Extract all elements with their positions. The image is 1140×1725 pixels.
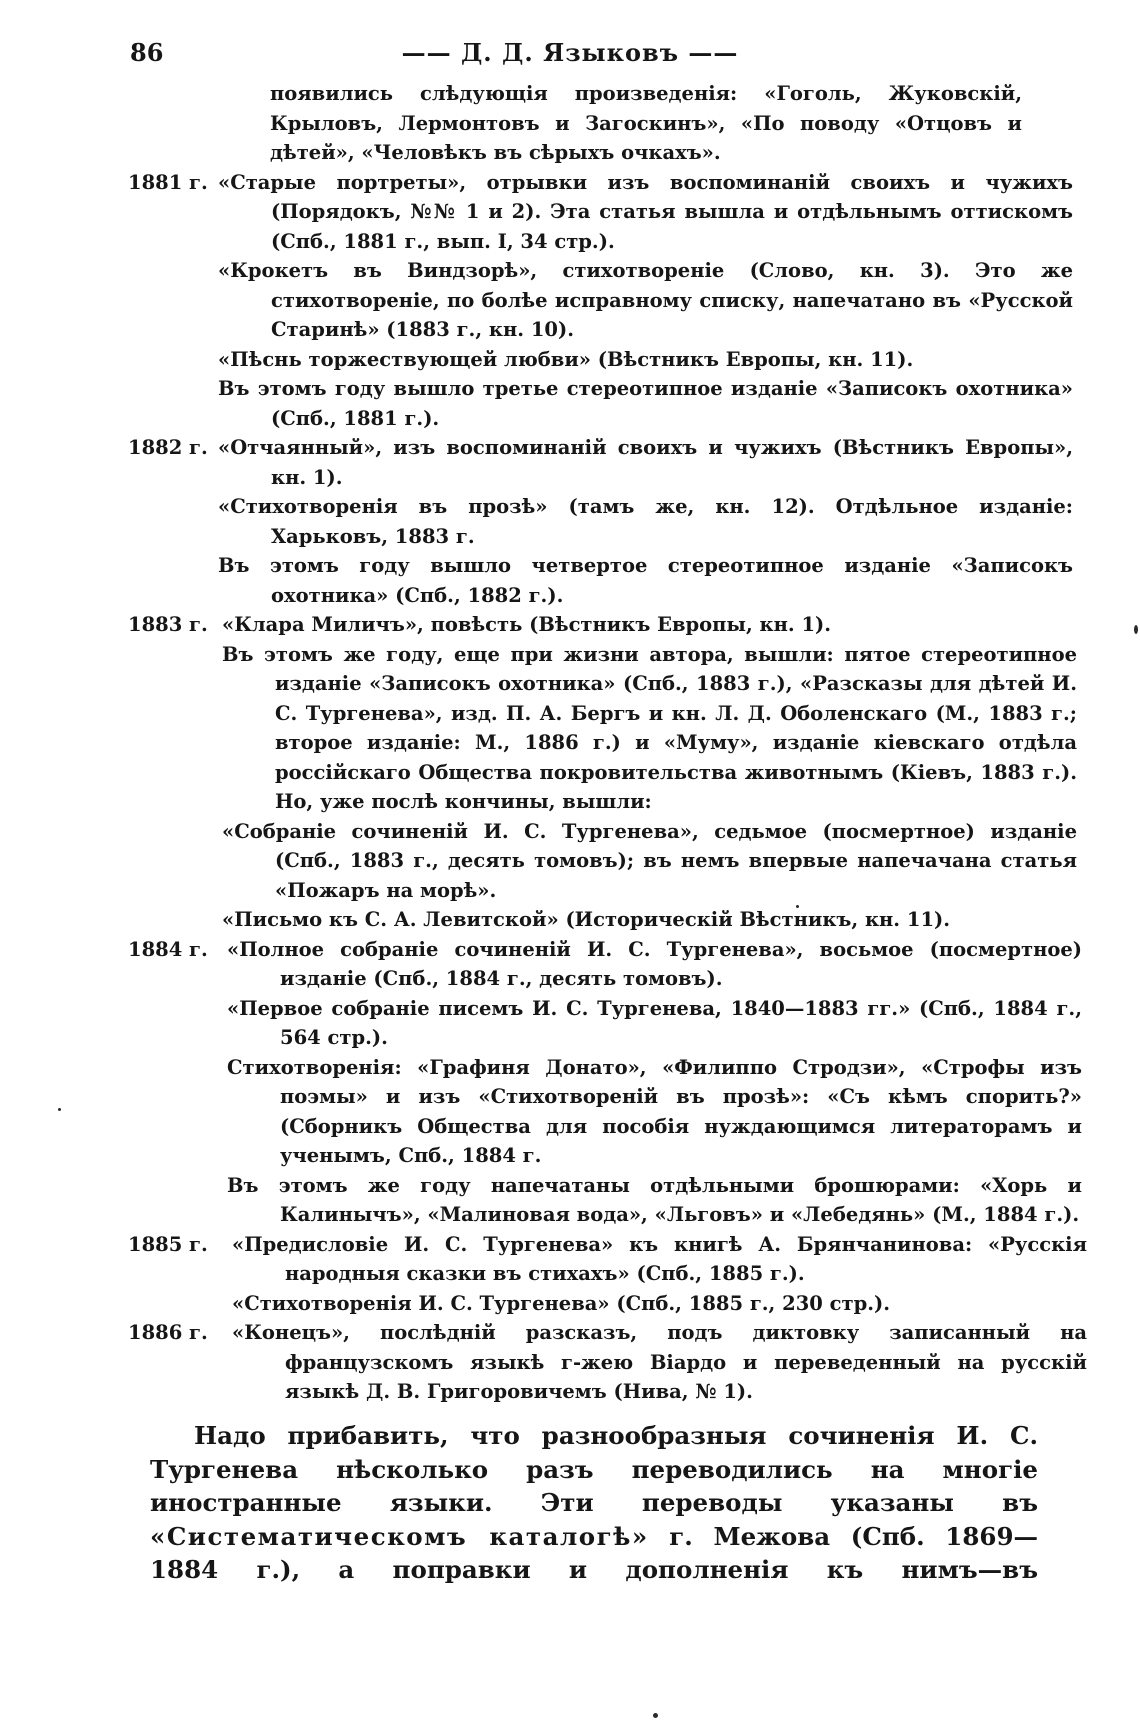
list-item <box>0 1230 1140 1289</box>
list-item <box>0 1318 1140 1407</box>
running-head: —— Д. Д. Языковъ —— <box>401 38 739 67</box>
list-item <box>0 905 1140 935</box>
list-item <box>0 935 1140 994</box>
list-item <box>0 817 1140 906</box>
list-item <box>0 374 1140 433</box>
list-item <box>0 433 1140 492</box>
entry-year: 1883 г. <box>128 613 208 636</box>
list-item <box>0 1289 1140 1319</box>
list-item <box>0 79 1140 168</box>
entry-text: «Собраніе сочиненій И. С. Тургенева», седьмое (посмертное) изданіе (Спб., 1883 г., десять томовъ); въ немъ впервые напечачана статья «Пожаръ на морѣ». <box>222 819 1077 902</box>
page-header <box>0 38 1140 72</box>
scan-speck <box>653 1713 658 1718</box>
entry-year: 1882 г. <box>128 436 208 459</box>
entry-text: «Письмо къ С. А. Левитской» (Историческій Вѣстникъ, кн. 11). <box>222 908 951 931</box>
closing-text-part2: г. Межова (Спб. 1869—1884 г.), а поправки и дополненія къ нимъ—въ <box>150 1521 1038 1584</box>
page-number: 86 <box>130 38 164 67</box>
entry-text: Стихотворенія: «Графиня Донато», «Филиппо Стродзи», «Строфы изъ поэмы» и изъ «Стихотвореній въ прозѣ»: «Съ кѣмъ спорить?» (Сборникъ Общества для пособія нуждающимся литераторамъ и ученымъ, Спб., 1884 г. <box>227 1055 1082 1167</box>
scan-speck <box>1134 625 1138 634</box>
entry-year: 1881 г. <box>128 170 208 194</box>
entry-text: Въ этомъ же году напечатаны отдѣльными брошюрами: «Хорь и Калинычъ», «Малиновая вода», «Льговъ» и «Лебедянь» (М., 1884 г.). <box>227 1173 1082 1226</box>
list-item <box>0 345 1140 375</box>
entry-text: «Первое собраніе писемъ И. С. Тургенева, 1840—1883 гг.» (Спб., 1884 г., 564 стр.). <box>227 996 1082 1049</box>
list-item <box>0 168 1140 257</box>
list-item <box>0 1053 1140 1171</box>
entry-text: «Полное собраніе сочиненій И. С. Тургенева», восьмое (посмертное) изданіе (Спб., 1884 г., десять томовъ). <box>227 937 1082 990</box>
list-item <box>0 1171 1140 1230</box>
list-item <box>0 610 1140 640</box>
scan-speck <box>58 1108 61 1111</box>
list-item <box>0 994 1140 1053</box>
scan-speck <box>796 905 799 908</box>
closing-paragraph <box>150 1419 1038 1587</box>
entry-text: появились слѣдующія произведенія: «Гоголь, Жуковскій, Крыловъ, Лермонтовъ и Загоскинъ», «По поводу «Отцовъ и дѣтей», «Человѣкъ въ сѣрыхъ очкахъ». <box>270 82 1022 164</box>
entry-text: «Предисловіе И. С. Тургенева» къ книгѣ А. Брянчанинова: «Русскія народныя сказки въ стихахъ» (Спб., 1885 г.). <box>232 1232 1087 1285</box>
entry-year: 1884 г. <box>128 937 208 961</box>
entry-text: «Старые портреты», отрывки изъ воспоминаній своихъ и чужихъ (Порядокъ, №№ 1 и 2). Эта статья вышла и отдѣльнымъ оттискомъ (Спб., 1881 г., вып. I, 34 стр.). <box>218 170 1073 253</box>
entry-year: 1885 г. <box>128 1232 208 1256</box>
entry-text: «Стихотворенія И. С. Тургенева» (Спб., 1885 г., 230 стр.). <box>232 1291 891 1315</box>
list-item <box>0 492 1140 551</box>
entry-text: Въ этомъ году вышло третье стереотипное изданіе «Записокъ охотника» (Спб., 1881 г.). <box>218 377 1073 430</box>
closing-text-part1: Надо прибавить, что разнообразныя сочиненія И. С. Тургенева нѣсколько разъ переводились на многіе иностранные языки. Эти переводы указаны въ <box>150 1421 1038 1517</box>
entry-text: Въ этомъ году вышло четвертое стереотипное изданіе «Записокъ охотника» (Спб., 1882 г.). <box>218 554 1073 607</box>
entry-text: «Пѣснь торжествующей любви» (Вѣстникъ Европы, кн. 11). <box>218 347 914 371</box>
entry-text: «Крокетъ въ Виндзорѣ», стихотвореніе (Слово, кн. 3). Это же стихотвореніе, по болѣе исправному списку, напечатано въ «Русской Старинѣ» (1883 г., кн. 10). <box>218 259 1073 341</box>
entry-text: «Стихотворенія въ прозѣ» (тамъ же, кн. 12). Отдѣльное изданіе: Харьковъ, 1883 г. <box>218 495 1073 548</box>
list-item <box>0 551 1140 610</box>
entry-text: «Отчаянный», изъ воспоминаній своихъ и чужихъ (Вѣстникъ Европы», кн. 1). <box>218 436 1073 489</box>
entry-text: «Конецъ», послѣдній разсказъ, подъ диктовку записанный на французскомъ языкѣ г-жею Віардо и переведенный на русскій языкѣ Д. В. Григоровичемъ (Нива, № 1). <box>232 1321 1087 1403</box>
entry-year: 1886 г. <box>128 1321 208 1344</box>
list-item <box>0 640 1140 817</box>
entry-text: Въ этомъ же году, еще при жизни автора, вышли: пятое стереотипное изданіе «Записокъ охотника» (Спб., 1883 г.), «Разсказы для дѣтей И. С. Тургенева», изд. П. А. Бергъ и кн. Л. Д. Оболенскаго (М., 1883 г.; второе изданіе: М., 1886 г.) и «Муму», изданіе кіевскаго отдѣла россійскаго Общества покровительства животнымъ (Кіевъ, 1883 г.). Но, уже послѣ кончины, вышли: <box>222 642 1077 813</box>
bibliography-list <box>0 79 1140 1407</box>
entry-text: «Клара Миличъ», повѣсть (Вѣстникъ Европы, кн. 1). <box>222 613 832 636</box>
list-item <box>0 256 1140 345</box>
catalog-title: «Систематическомъ каталогѣ» <box>150 1521 649 1551</box>
